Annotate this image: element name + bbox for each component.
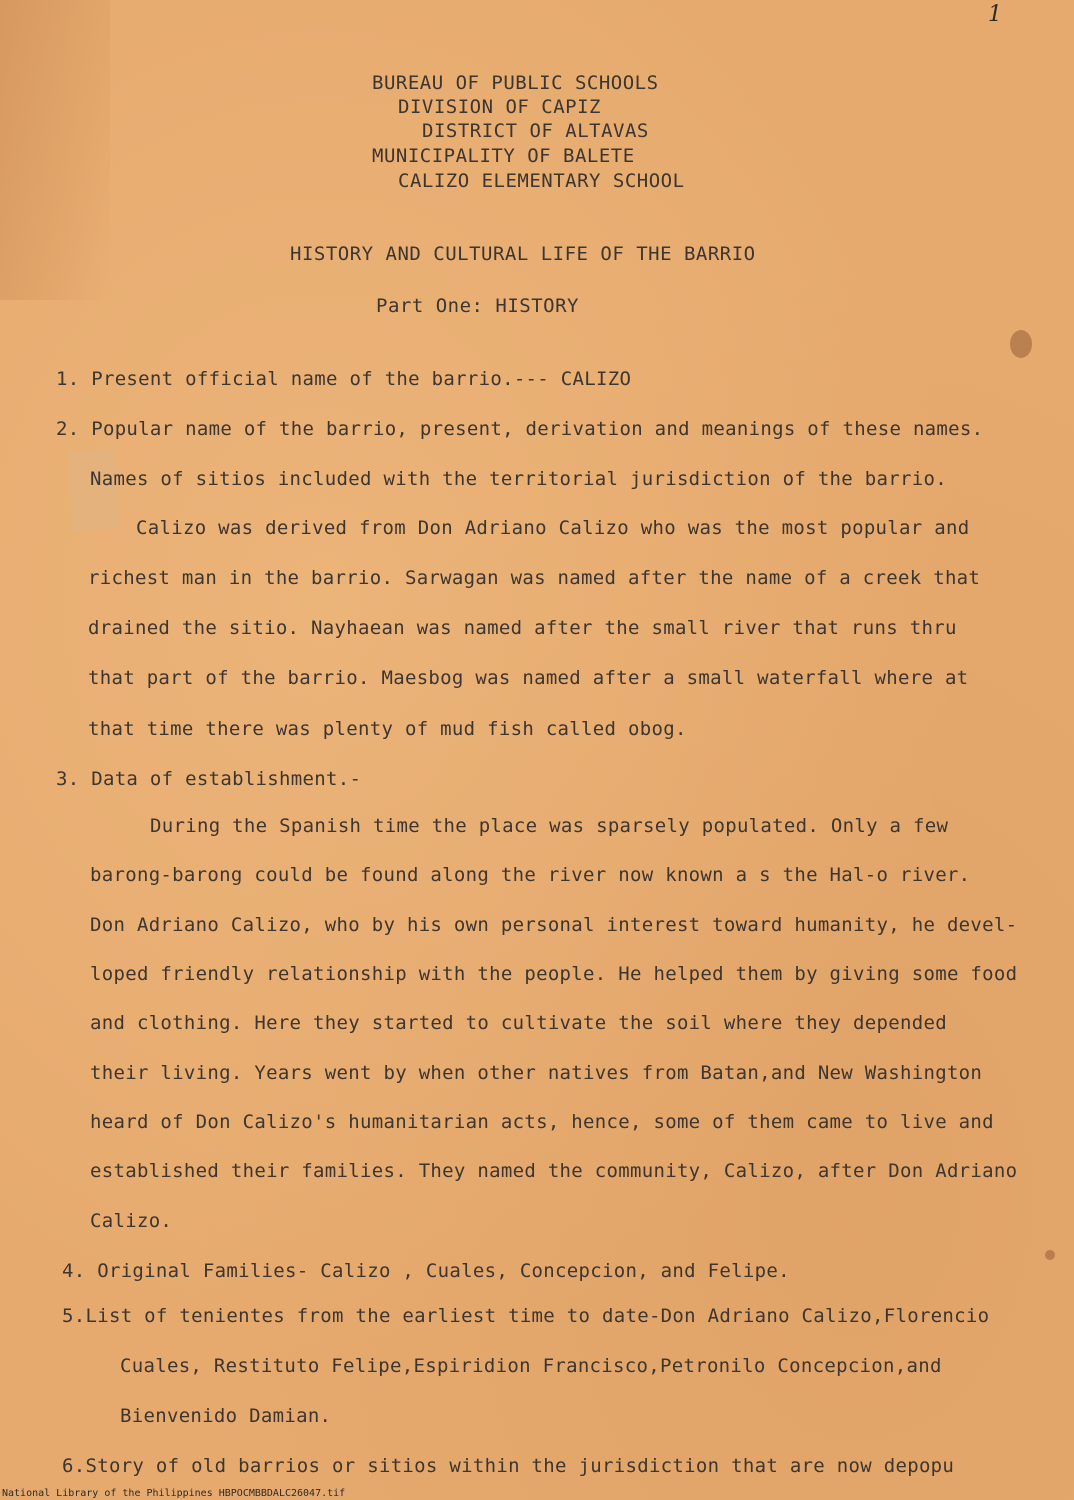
scan-footer: National Library of the Philippines HBPOCMBBDALC26047.tif: [2, 1488, 346, 1499]
tape-patch: [68, 449, 120, 531]
paragraph-line: established their families. They named the community, Calizo, after Don Adriano: [90, 1160, 1018, 1182]
paragraph-line: richest man in the barrio. Sarwagan was named after the name of a creek that: [88, 567, 981, 589]
item-5-tenientes-cont: Bienvenido Damian.: [120, 1405, 332, 1427]
item-1-official-name: 1. Present official name of the barrio.--- CALIZO: [56, 368, 632, 390]
paragraph-line: Don Adriano Calizo, who by his own personal interest toward humanity, he devel-: [90, 914, 1018, 936]
item-5-tenientes: 5.List of tenientes from the earliest time to date-Don Adriano Calizo,Florencio: [62, 1305, 990, 1327]
item-6-old-barrios: 6.Story of old barrios or sitios within the jurisdiction that are now depopu: [62, 1455, 955, 1477]
paragraph-line: that time there was plenty of mud fish called obog.: [88, 718, 687, 740]
part-heading: Part One: HISTORY: [376, 295, 579, 317]
paragraph-line: Calizo was derived from Don Adriano Calizo who was the most popular and: [136, 517, 970, 539]
page-number: 1: [988, 2, 1002, 27]
paragraph-line: heard of Don Calizo's humanitarian acts, hence, some of them came to live and: [90, 1111, 994, 1133]
paragraph-line: that part of the barrio. Maesbog was named after a small waterfall where at: [88, 667, 969, 689]
paragraph-line: and clothing. Here they started to cultivate the soil where they depended: [90, 1012, 947, 1034]
stain-mark: [1010, 330, 1032, 358]
paragraph-line: barong-barong could be found along the river now known a s the Hal-o river.: [90, 864, 971, 886]
header-bureau: BUREAU OF PUBLIC SCHOOLS: [372, 72, 659, 94]
header-municipality: MUNICIPALITY OF BALETE: [372, 145, 635, 167]
item-4-original-families: 4. Original Families- Calizo , Cuales, Concepcion, and Felipe.: [62, 1260, 790, 1282]
header-school: CALIZO ELEMENTARY SCHOOL: [398, 170, 685, 192]
item-2-popular-name: 2. Popular name of the barrio, present, derivation and meanings of these names.: [56, 418, 984, 440]
paragraph-line: During the Spanish time the place was sparsely populated. Only a few: [150, 815, 949, 837]
header-division: DIVISION OF CAPIZ: [398, 96, 601, 118]
stain-mark: [1045, 1250, 1055, 1260]
item-5-tenientes-cont: Cuales, Restituto Felipe,Espiridion Francisco,Petronilo Concepcion,and: [120, 1355, 942, 1377]
paragraph-line: drained the sitio. Nayhaean was named after the small river that runs thru: [88, 617, 957, 639]
paragraph-line: loped friendly relationship with the people. He helped them by giving some food: [90, 963, 1018, 985]
item-3-establishment: 3. Data of establishment.-: [56, 768, 362, 790]
paragraph-line: their living. Years went by when other natives from Batan,and New Washington: [90, 1062, 983, 1084]
paragraph-line: Calizo.: [90, 1210, 173, 1232]
item-2-sitios-names: Names of sitios included with the territorial jurisdiction of the barrio.: [90, 468, 947, 490]
document-title: HISTORY AND CULTURAL LIFE OF THE BARRIO: [290, 243, 756, 265]
header-district: DISTRICT OF ALTAVAS: [422, 120, 649, 142]
page-edge-wear: [0, 0, 110, 300]
